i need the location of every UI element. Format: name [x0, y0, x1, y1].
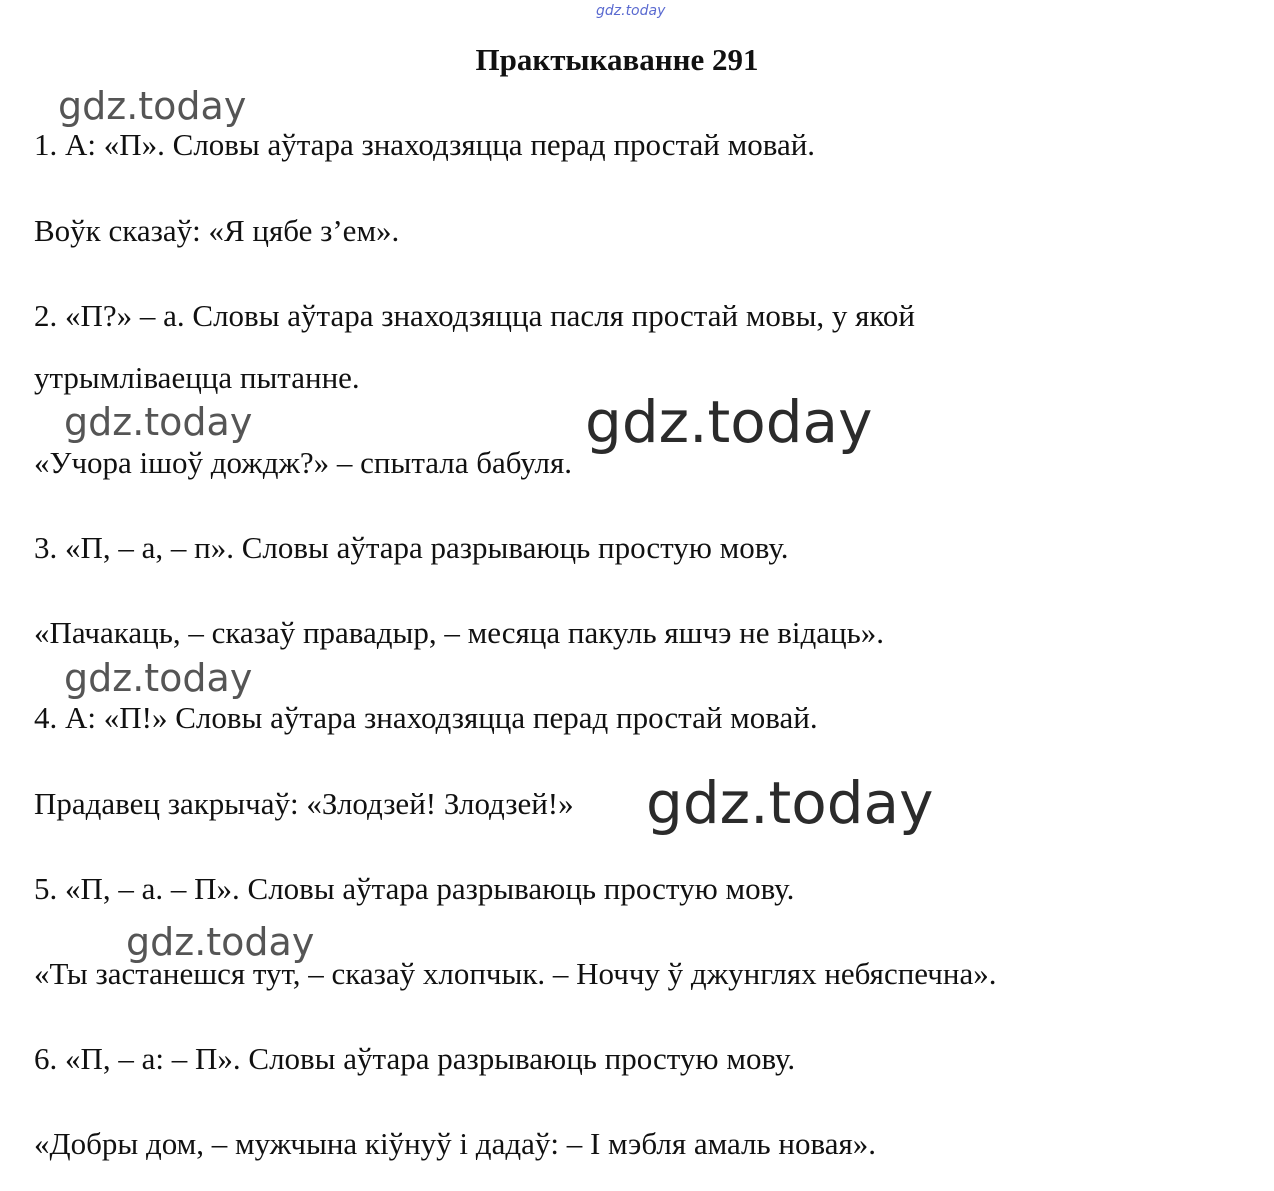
watermark-2: gdz.today	[64, 400, 253, 444]
text-line-6: 3. «П, – а, – п». Словы аўтара разрываюць простую мову.	[34, 530, 789, 565]
text-line-1: 1. А: «П». Словы аўтара знаходзяцца перад простай мовай.	[34, 127, 816, 162]
watermark-3: gdz.today	[585, 388, 873, 456]
watermark-4: gdz.today	[64, 656, 253, 700]
text-line-4: утрымліваецца пытанне.	[34, 360, 360, 395]
text-line-8: 4. А: «П!» Словы аўтара знаходзяцца перад простай мовай.	[34, 700, 818, 735]
watermark-1: gdz.today	[58, 84, 247, 128]
text-line-3: 2. «П?» – а. Словы аўтара знаходзяцца пасля простай мовы, у якой	[34, 298, 915, 333]
text-line-11: «Ты застанешся тут, – сказаў хлопчык. – Ноччу ў джунглях небяспечна».	[34, 956, 997, 991]
text-line-2: Воўк сказаў: «Я цябе з’ем».	[34, 213, 400, 248]
text-line-13: «Добры дом, – мужчына кіўнуў і дадаў: – І мэбля амаль новая».	[34, 1126, 876, 1161]
text-line-5: «Учора ішоў дождж?» – спытала бабуля.	[34, 445, 573, 480]
text-line-7: «Пачакаць, – сказаў правадыр, – месяца пакуль яшчэ не відаць».	[34, 615, 885, 650]
watermark-5: gdz.today	[646, 769, 934, 837]
watermark-6: gdz.today	[126, 920, 315, 964]
text-line-9: Прадавец закрычаў: «Злодзей! Злодзей!»	[34, 786, 574, 821]
site-watermark-top: gdz.today	[596, 3, 666, 19]
text-line-12: 6. «П, – а: – П». Словы аўтара разрываюць простую мову.	[34, 1041, 796, 1076]
text-line-10: 5. «П, – а. – П». Словы аўтара разрываюць простую мову.	[34, 871, 795, 906]
page-title: Практыкаванне 291	[475, 42, 759, 77]
